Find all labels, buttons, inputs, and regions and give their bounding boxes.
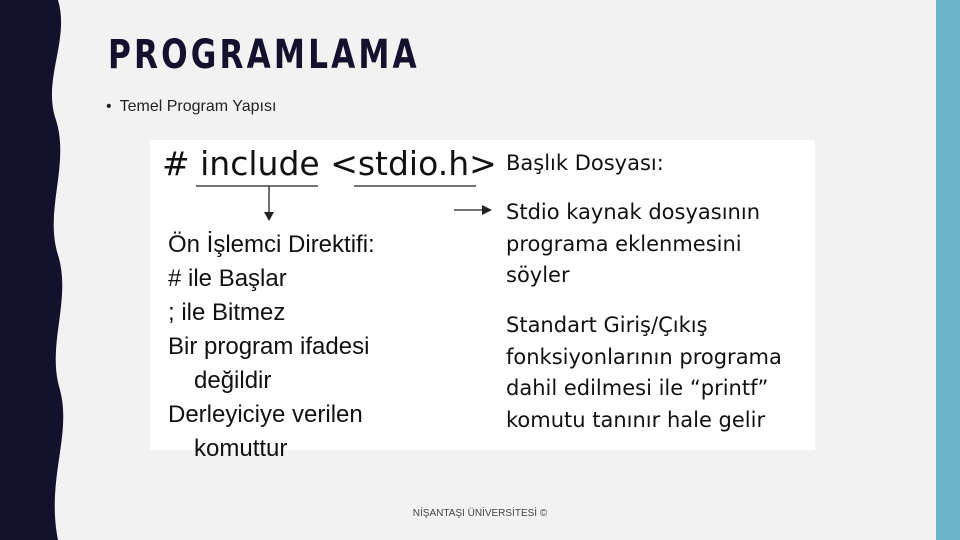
bullet-text: Temel Program Yapısı — [119, 98, 277, 115]
directive-line: değildir — [194, 367, 272, 394]
stdio-line: programa eklenmesini — [506, 231, 742, 256]
footer-copyright: NİŞANTAŞI ÜNİVERSİTESİ © — [412, 508, 548, 519]
preprocessor-directive-text — [168, 228, 375, 466]
std-line: komutu tanınır hale gelir — [506, 407, 766, 432]
std-line: dahil edilmesi ile “printf” — [506, 376, 769, 400]
slide-title: PROGRAMLAMA — [108, 32, 420, 78]
stdio-description — [506, 197, 760, 292]
header-file-text: Başlık Dosyası: — [506, 151, 664, 175]
directive-line: Ön İşlemci Direktifi: — [168, 231, 375, 258]
bullet-dot: • — [106, 98, 112, 115]
stdio-line: söyler — [506, 263, 570, 287]
header-file-label — [506, 148, 664, 180]
directive-line: ; ile Bitmez — [168, 299, 286, 326]
include-statement: # include <stdio.h> — [162, 144, 497, 183]
code-structure-figure — [150, 140, 815, 462]
directive-line: # ile Başlar — [168, 265, 287, 292]
right-accent-band — [936, 0, 960, 540]
standard-io-description — [506, 310, 782, 436]
left-decorative-band — [0, 0, 80, 540]
stdio-line: Stdio kaynak dosyasının — [506, 200, 760, 224]
std-line: fonksiyonlarının programa — [506, 344, 782, 369]
directive-line: Bir program ifadesi — [168, 333, 370, 360]
bullet-item — [106, 98, 276, 116]
std-line: Standart Giriş/Çıkış — [506, 313, 708, 337]
directive-line: Derleyiciye verilen — [168, 401, 363, 428]
directive-line: komuttur — [194, 435, 288, 462]
